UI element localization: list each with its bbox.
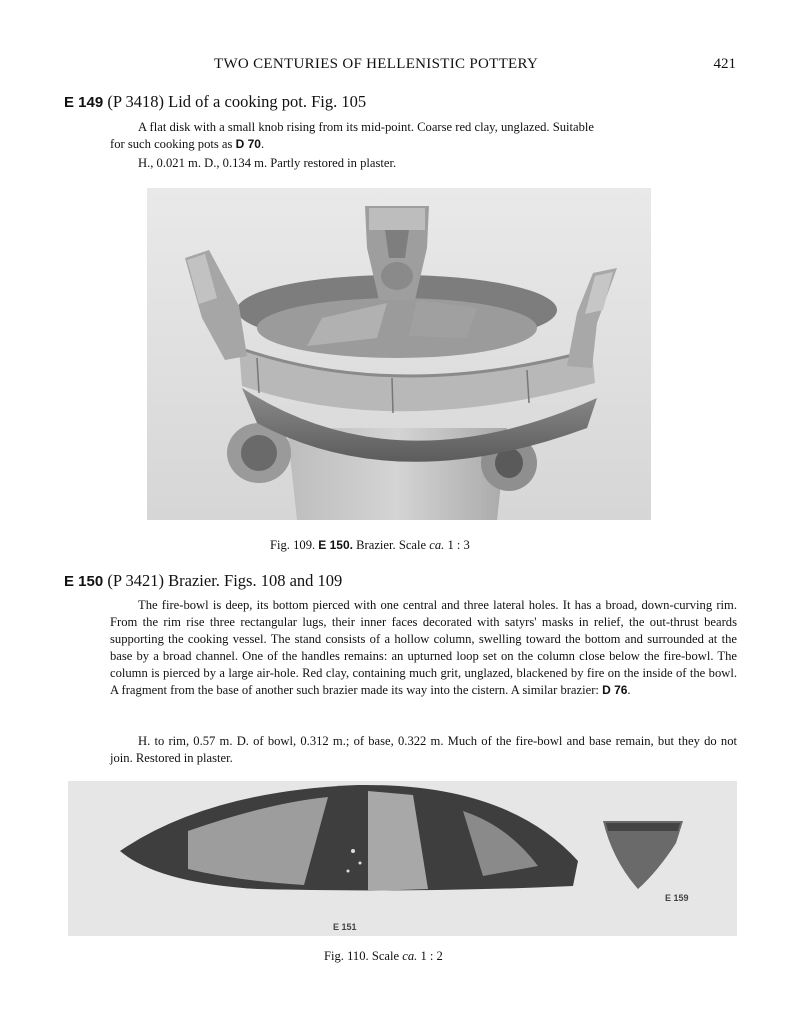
figure-caption-110: Fig. 110. Scale ca. 1 : 2 (324, 949, 443, 963)
entry-dimensions-e150: H. to rim, 0.57 m. D. of bowl, 0.312 m.; of base, 0.322 m. Much of the fire-bowl and base remain, but they do not join. Restored in plaster. (110, 734, 737, 765)
running-head (0, 56, 806, 76)
catalogue-number: E 150 (64, 573, 104, 590)
inventory-number: (P 3418) (107, 92, 165, 111)
running-title: TWO CENTURIES OF HELLENISTIC POTTERY (214, 56, 539, 72)
entry-heading-e149 (64, 92, 366, 112)
cross-reference: D 70 (235, 137, 261, 151)
description-line: A flat disk with a small knob rising from its mid-point. Coarse red clay, unglazed. Suitable (138, 120, 594, 134)
fragment-label-e159: E 159 (665, 893, 689, 903)
catalogue-number: E 149 (64, 94, 104, 111)
brazier-photo (147, 188, 651, 520)
figure-reference: Figs. 108 and 109 (224, 571, 343, 590)
fragments-photo (68, 781, 737, 936)
page-number: 421 (713, 56, 736, 72)
fragment-label-e151: E 151 (333, 922, 357, 932)
entry-title: Brazier. (168, 571, 220, 590)
inventory-number: (P 3421) (107, 571, 165, 590)
entry-description-e150: The fire-bowl is deep, its bottom pierced with one central and three lateral holes. It has a broad, down-curving rim. From the rim rise three rectangular lugs, their inner faces decorated with satyrs' masks in relief, the out-thrust beards supporting the cooking vessel. The stand consists of a hollow column, swelling toward the bottom and surrounded at the base by a broad channel. One of the handles remains: an upturned loop set on the column close below the fire-bowl. The column is pierced by a large air-hole. Red clay, containing much grit, unglazed, blackened by fire on the inside of the bowl. A fragment from the base of another such brazier made its way into the cistern. A similar brazier: D 76. (110, 598, 737, 697)
cross-reference: D 76 (602, 683, 628, 697)
description-line: for such cooking pots as (110, 137, 233, 151)
entry-description-e149: A flat disk with a small knob rising from its mid-point. Coarse red clay, unglazed. Suitable for such cooking pots as D 70. (110, 120, 594, 151)
entry-dimensions-e149: H., 0.021 m. D., 0.134 m. Partly restored in plaster. (138, 156, 397, 170)
entry-title: Lid of a cooking pot. (168, 92, 307, 111)
figure-caption-109: Fig. 109. E 150. Brazier. Scale ca. 1 : 3 (270, 538, 470, 552)
entry-heading-e150 (64, 571, 342, 591)
figure-reference: Fig. 105 (311, 92, 367, 111)
